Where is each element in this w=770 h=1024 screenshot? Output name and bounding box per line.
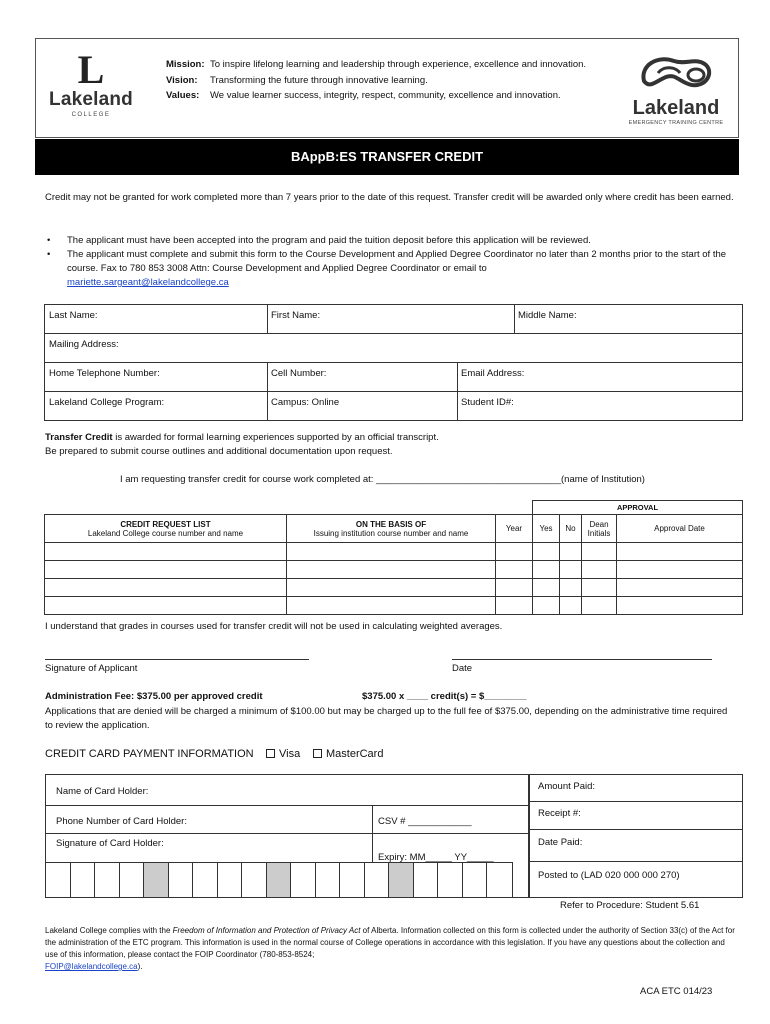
vision-label: Vision:: [166, 74, 198, 86]
bullet-submit-text: The applicant must complete and submit this form to the Course Development and Applied Degree Coordinator no later than 2 months prior to the start of the course. Fax to 780 853 3008 Attn: Course Development and Applied Degree Coordinator or email to: [67, 249, 727, 274]
foip-text-b: of Alberta. Information collected on this form is collected under the authority of Section 33(c) of the Act for the administration of the ETC program. This information is used in the normal course of College operations in accordance with this legislation. If you have any questions about the collection and use of this information, please contact the FOIP Coordinator (780-853-8524;: [45, 926, 735, 959]
mailing-row: [44, 333, 743, 363]
cc-title: CREDIT CARD PAYMENT INFORMATION: [45, 748, 254, 760]
logo-sub: COLLEGE: [71, 112, 111, 118]
date-paid-field[interactable]: Date Paid:: [538, 837, 583, 848]
visa-label: Visa: [279, 748, 301, 760]
admin-fee-calc[interactable]: $375.00 x ____ credit(s) = $________: [362, 691, 527, 702]
weighted-average-note: I understand that grades in courses used for transfer credit will not be used in calculating weighted averages.: [45, 621, 503, 632]
form-title: BAppB:ES TRANSFER CREDIT: [35, 139, 739, 175]
procedure-reference: Refer to Procedure: Student 5.61: [560, 900, 700, 911]
program-field[interactable]: [45, 392, 267, 420]
table-row[interactable]: [45, 597, 743, 615]
transfer-credit-line2: Be prepared to submit course outlines and additional documentation upon request.: [45, 446, 393, 457]
mission-text: To inspire lifelong learning and leadership through experience, excellence and innovation.: [210, 59, 587, 70]
first-name-label: First Name:: [271, 310, 321, 321]
lakeland-etc-logo: [621, 51, 731, 126]
student-id-field[interactable]: [457, 392, 742, 420]
col-basis-title: ON THE BASIS OF: [355, 519, 427, 529]
table-row[interactable]: [45, 543, 743, 561]
mailing-address-field[interactable]: [45, 334, 742, 362]
values-text: We value learner success, integrity, respect, community, excellence and innovation.: [210, 90, 561, 101]
transfer-credit-note: [45, 431, 735, 459]
card-number-grid[interactable]: [45, 862, 513, 898]
mastercard-option[interactable]: [313, 748, 383, 760]
applicant-signature-line[interactable]: [45, 659, 309, 660]
amount-paid-field[interactable]: Amount Paid:: [538, 781, 596, 792]
admin-fee: Administration Fee: $375.00 per approved credit: [45, 691, 263, 702]
foip-email-link[interactable]: FOIP@lakelandcollege.ca: [45, 962, 138, 971]
logo-mark: L: [77, 47, 105, 92]
col-credit-request-title: CREDIT REQUEST LIST: [120, 519, 211, 529]
cell-number-field[interactable]: [267, 363, 457, 391]
foip-text-a: Lakeland College complies with the: [45, 926, 173, 935]
emergency-training-icon: [636, 51, 716, 93]
csv-field[interactable]: CSV # ____________: [378, 816, 472, 827]
etc-logo-sub: EMERGENCY TRAINING CENTRE: [628, 120, 724, 126]
home-phone-label: Home Telephone Number:: [49, 368, 160, 379]
name-row: [44, 304, 743, 334]
campus-label: Campus: Online: [271, 397, 340, 408]
requirements-list: [45, 234, 735, 290]
email-field[interactable]: [457, 363, 742, 391]
program-label: Lakeland College Program:: [49, 397, 165, 408]
middle-name-label: Middle Name:: [518, 310, 577, 321]
office-use-box: [529, 774, 743, 898]
intro-text: Credit may not be granted for work completed more than 7 years prior to the date of this request. Transfer credit will be awarded only where credit has been earned.: [45, 192, 734, 203]
col-year: Year: [496, 515, 533, 543]
email-label: Email Address:: [461, 368, 525, 379]
bullet-submit: [45, 248, 735, 290]
first-name-field[interactable]: [267, 305, 514, 333]
col-approval-date: Approval Date: [617, 515, 743, 543]
mastercard-checkbox[interactable]: [313, 749, 322, 758]
approval-header: APPROVAL: [532, 500, 743, 514]
foip-end: ).: [137, 962, 143, 971]
visa-option[interactable]: [266, 748, 300, 760]
transfer-credit-rest: is awarded for formal learning experiences supported by an official transcript.: [112, 432, 439, 443]
card-signature-field[interactable]: Signature of Card Holder:: [56, 838, 164, 849]
col-credit-request-sub: Lakeland College course number and name: [87, 528, 244, 538]
phone-row: [44, 362, 743, 392]
form-code: ACA ETC 014/23: [640, 986, 713, 997]
header-banner: [35, 38, 739, 138]
bullet-accepted: [45, 234, 735, 248]
table-header-row: [45, 515, 743, 543]
foip-act-name: Freedom of Information and Protection of Privacy Act: [172, 926, 361, 935]
lakeland-college-logo: [46, 47, 136, 131]
table-row[interactable]: [45, 561, 743, 579]
card-holder-field[interactable]: Name of Card Holder:: [56, 786, 149, 797]
institution-request[interactable]: I am requesting transfer credit for course work completed at: ___________________________________(name of Institution): [120, 474, 645, 485]
bullet-accepted-text: The applicant must have been accepted into the program and paid the tuition deposit before this application will be reviewed.: [67, 235, 591, 246]
mailing-label: Mailing Address:: [49, 339, 119, 350]
mission-vision-values: [166, 59, 596, 106]
last-name-label: Last Name:: [49, 310, 98, 321]
middle-name-field[interactable]: [514, 305, 742, 333]
visa-checkbox[interactable]: [266, 749, 275, 758]
transfer-credit-bold: Transfer Credit: [45, 432, 113, 443]
expiry-field[interactable]: Expiry: MM_____ YY_____: [378, 852, 494, 863]
receipt-field[interactable]: Receipt #:: [538, 808, 581, 819]
col-basis-sub: Issuing institution course number and name: [313, 528, 469, 538]
date-line[interactable]: [452, 659, 712, 660]
campus-field[interactable]: [267, 392, 457, 420]
values-label: Values:: [166, 90, 200, 101]
mission-label: Mission:: [166, 59, 205, 70]
credit-request-table: [44, 514, 743, 615]
home-phone-field[interactable]: [45, 363, 267, 391]
coordinator-email-link[interactable]: mariette.sargeant@lakelandcollege.ca: [67, 277, 229, 288]
card-phone-field[interactable]: Phone Number of Card Holder:: [56, 816, 187, 827]
col-yes: Yes: [533, 515, 560, 543]
student-id-label: Student ID#:: [461, 397, 514, 408]
denied-fee-note: Applications that are denied will be charged a minimum of $100.00 but may be charged up to the full fee of $375.00, depending on the administrative time required to review the application.: [45, 706, 728, 731]
logo-name: Lakeland: [49, 89, 133, 110]
last-name-field[interactable]: [45, 305, 267, 333]
cell-label: Cell Number:: [271, 368, 327, 379]
program-row: [44, 391, 743, 421]
date-label: Date: [452, 663, 473, 674]
etc-logo-name: Lakeland: [632, 97, 720, 119]
mastercard-label: MasterCard: [326, 748, 384, 760]
col-no: No: [560, 515, 582, 543]
applicant-signature-label: Signature of Applicant: [45, 663, 138, 674]
posted-to-field[interactable]: Posted to (LAD 020 000 000 270): [538, 870, 680, 881]
foip-notice: [45, 925, 735, 973]
col-dean-initials: Dean Initials: [582, 515, 617, 543]
table-row[interactable]: [45, 579, 743, 597]
vision-text: Transforming the future through innovative learning.: [210, 74, 428, 86]
